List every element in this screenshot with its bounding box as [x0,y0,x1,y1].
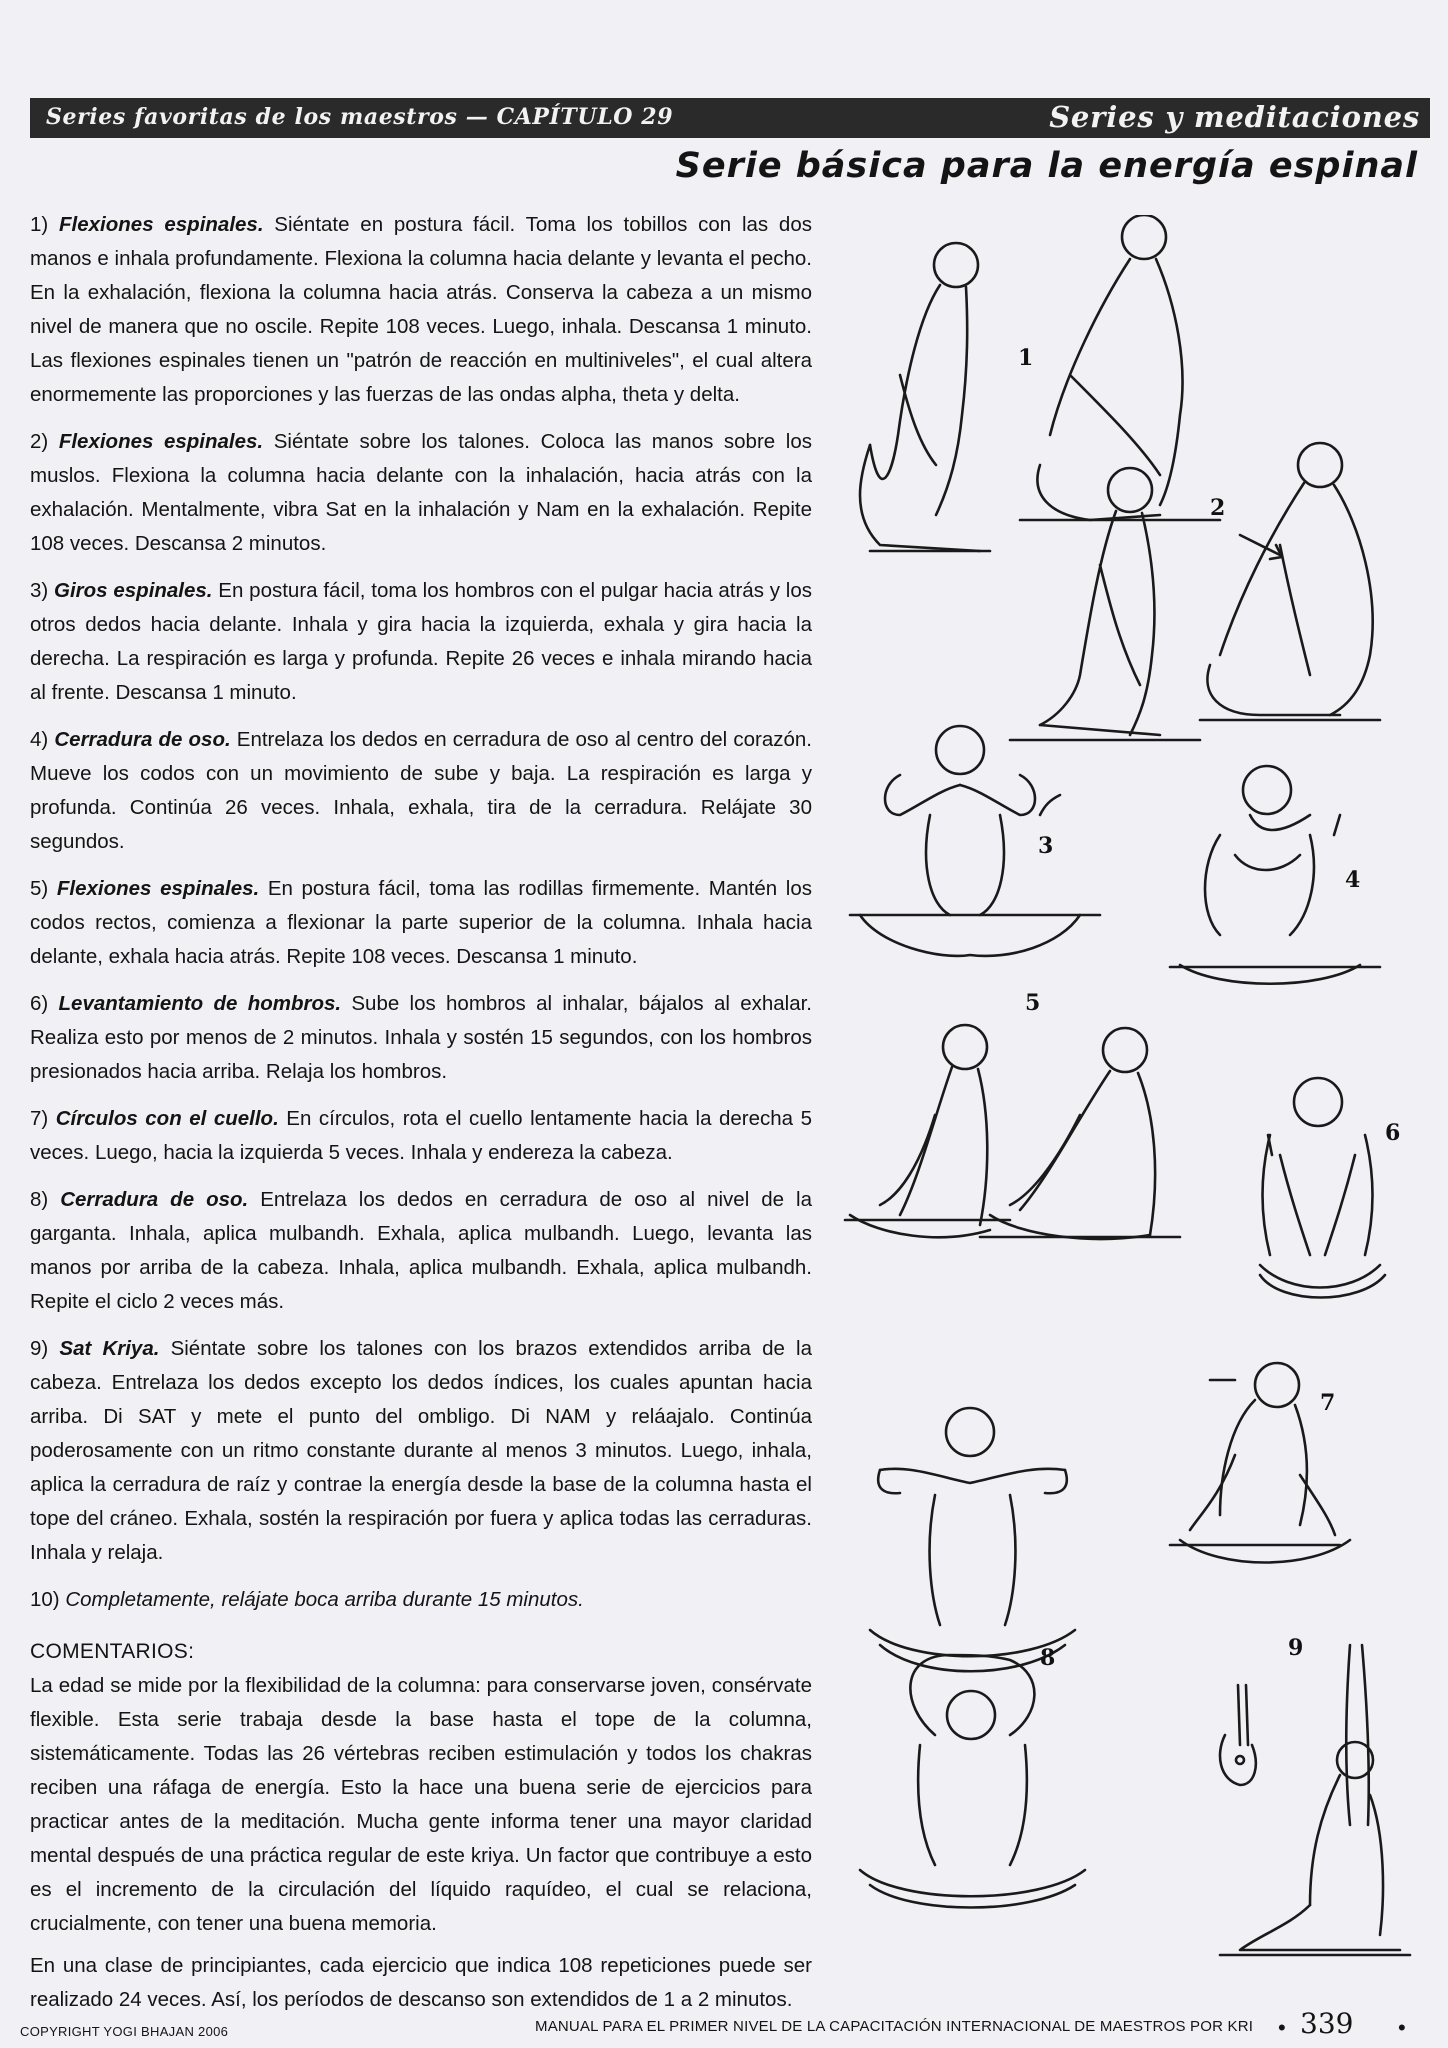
exercise-number: 4) [30,728,49,751]
figure-2-upright [1010,468,1200,740]
exercise-number: 2) [30,430,49,453]
comments-paragraph: La edad se mide por la flexibilidad de la columna: para conservarse joven, consérvate flexible. Esta serie trabaja desde la base hasta el tope de la columna, sistemáticamente. Todas las 26 vértebras reciben estimulación y todos los chakras reciben una ráfaga de energía. Esto la hace una buena serie de ejercicios para practicar antes de la meditación. Mucha gente informa tener una mayor claridad mental después de una práctica regular de este kriya. Un factor que contribuye a esto es el incremento de la circulación del líquido raquídeo, el cual se relaciona, crucialmente, con tener una buena memoria. [30,1674,812,1935]
exercise-number: 6) [30,992,49,1015]
footer-copyright: COPYRIGHT YOGI BHAJAN 2006 [20,2024,229,2039]
exercise-number: 3) [30,579,49,602]
figure-label-8: 8 [1040,1645,1056,1671]
exercise-number: 7) [30,1107,49,1130]
exercise-1 [30,208,812,412]
figure-3-twist [850,726,1100,956]
footer-bullet-icon: • [1278,2015,1286,2040]
figure-label-6: 6 [1385,1120,1401,1146]
exercise-name: Flexiones espinales. [59,213,264,236]
instructions-column [30,208,812,2025]
figure-bear-grip-throat [870,1408,1075,1671]
figure-6-shrugs [1260,1078,1385,1298]
exercise-name: Giros espinales. [54,579,213,602]
exercise-name: Cerradura de oso. [54,728,231,751]
exercise-text: En postura fácil, toma los hombros con el pulgar hacia atrás y los otros dedos hacia delante. Inhala y gira hacia la izquierda, exhala y gira hacia la derecha. La respiración es larga y profunda. Repite 26 veces e inhala mirando hacia al frente. Descansa 1 minuto. [30,579,813,704]
comments-section [30,1635,812,2017]
exercise-3 [30,574,812,710]
exercise-text: Siéntate sobre los talones. Coloca las manos sobre los muslos. Flexiona la columna hacia delante con la inhalación, hacia atrás con la exhalación. Mentalmente, vibra Sat en la inhalación y Nam en la exhalación. Repite 108 veces. Descansa 2 minutos. [30,430,812,555]
footer-bullet-icon: • [1398,2015,1406,2040]
exercise-number: 1) [30,213,49,236]
exercise-8 [30,1183,812,1319]
footer-manual-title: MANUAL PARA EL PRIMER NIVEL DE LA CAPACITACIÓN INTERNACIONAL DE MAESTROS POR KRI [535,2018,1254,2035]
figure-5-forward [845,1025,1010,1237]
exercise-text: Siéntate en postura fácil. Toma los tobillos con las dos manos e inhala profundamente. Flexiona la columna hacia delante y levanta el pecho. En la exhalación, flexiona la columna hacia atrás. Conserva la cabeza a un mismo nivel de manera que no oscile. Repite 108 veces. Luego, inhala. Descansa 1 minuto. Las flexiones espinales tienen un "patrón de reacción en multiniveles", el cual altera enormemente las proporciones y las fuerzas de las ondas alpha, theta y delta. [30,213,812,406]
exercise-number: 5) [30,877,49,900]
exercise-name: Cerradura de oso. [60,1188,249,1211]
figure-1-forward [1020,215,1220,520]
figure-label-2: 2 [1210,495,1226,521]
exercise-text: En postura fácil, toma las rodillas firmemente. Mantén los codos rectos, comienza a flexionar la parte superior de la columna. Inhala hacia delante, exhala hacia atrás. Repite 108 veces. Descansa 1 minuto. [30,877,812,968]
chapter-label: Series favoritas de los maestros — CAPÍTULO 29 [46,104,674,130]
exercise-text: En círculos, rota el cuello lentamente hacia la derecha 5 veces. Luego, hacia la izquierda 5 veces. Inhala y endereza la cabeza. [30,1107,812,1164]
exercise-7 [30,1102,812,1170]
exercise-6 [30,987,812,1089]
exercise-text: Completamente, relájate boca arriba durante 15 minutos. [59,1588,584,1611]
exercise-number: 9) [30,1337,49,1360]
exercise-number: 8) [30,1188,49,1211]
posture-illustrations [840,215,1430,1970]
comments-paragraph: En una clase de principiantes, cada ejercicio que indica 108 repeticiones puede ser realizado 24 veces. Así, los períodos de descanso son extendidos de 1 a 2 minutos. [30,1954,812,2011]
exercise-9 [30,1332,812,1570]
exercise-text: Sube los hombros al inhalar, bájalos al exhalar. Realiza esto por menos de 2 minutos. Inhala y sostén 15 segundos, con los hombros presionados hacia arriba. Relaja los hombros. [30,992,812,1083]
figure-label-9: 9 [1288,1635,1304,1661]
figure-label-5: 5 [1025,990,1041,1016]
hand-gesture-icon [1220,1685,1256,1785]
exercise-name: Flexiones espinales. [56,877,260,900]
exercise-5 [30,872,812,974]
exercise-name: Sat Kriya. [59,1337,160,1360]
figure-label-4: 4 [1345,867,1361,893]
chapter-header-bar [30,98,1430,138]
exercise-text: Entrelaza los dedos en cerradura de oso al nivel de la garganta. Inhala, aplica mulbandh. Exhala, aplica mulbandh. Luego, levanta las manos por arriba de la cabeza. Inhala, aplica mulbandh. Exhala, aplica mulbandh. Repite el ciclo 2 veces más. [30,1188,812,1313]
exercise-name: Círculos con el cuello. [55,1107,279,1130]
page-number: 339 [1300,2007,1354,2040]
figure-label-7: 7 [1320,1390,1336,1416]
exercise-4 [30,723,812,859]
exercise-name: Flexiones espinales. [58,430,264,453]
exercise-number: 10) [30,1588,60,1611]
figure-1-back [860,243,990,551]
exercise-name: Levantamiento de hombros. [58,992,342,1015]
figure-label-1: 1 [1018,345,1034,371]
section-label: Series y meditaciones [1049,100,1420,134]
exercise-2 [30,425,812,561]
figure-9-sat-kriya [1220,1645,1410,1955]
exercise-10 [30,1583,812,1617]
figure-label-3: 3 [1038,833,1054,859]
exercise-text: Siéntate sobre los talones con los brazos extendidos arriba de la cabeza. Entrelaza los dedos excepto los dedos índices, los cuales apuntan hacia arriba. Di SAT y mete el punto del ombligo. Di NAM y reláajalo. Continúa poderosamente con un ritmo constante durante al menos 3 minutos. Luego, inhala, aplica la cerradura de raíz y contrae la energía desde la base de la columna hasta el tope del cráneo. Exhala, sostén la respiración por fuera y aplica todas las cerraduras. Inhala y relaja. [30,1337,812,1564]
figure-2-bent [1200,443,1380,720]
page-title: Serie básica para la energía espinal [675,146,1418,186]
figure-5-back [980,1028,1180,1239]
comments-heading: COMENTARIOS: [30,1640,195,1663]
exercise-text: Entrelaza los dedos en cerradura de oso al centro del corazón. Mueve los codos con un movimiento de sube y baja. La respiración es larga y profunda. Continúa 26 veces. Inhala, exhala, tira de la cerradura. Relájate 30 segundos. [30,728,812,853]
figure-8-arms-up [860,1655,1085,1908]
